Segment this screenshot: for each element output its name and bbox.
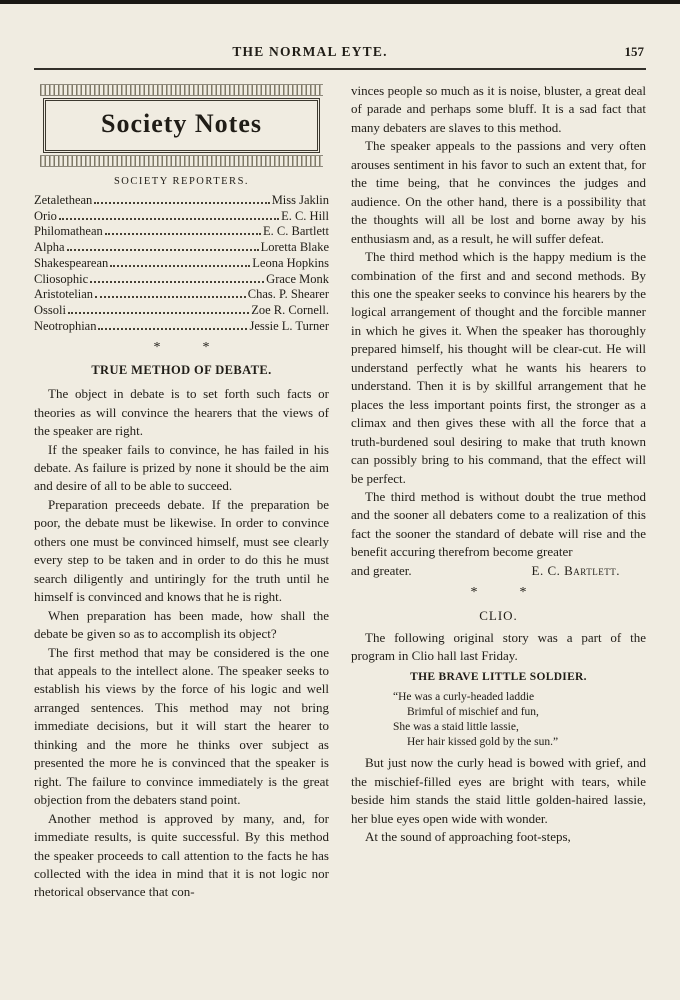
paragraph: Another method is approved by many, and, for immediate results, is quite successful. By this method the speaker proceeds to call attention to the facts he has collected with the idea in mind that it is not logic nor rhetorical observance that con-: [34, 810, 329, 900]
paragraph: If the speaker fails to convince, he has failed in his debate. As failure is prized by none it should be the aim and desire of all to be able to succeed.: [34, 441, 329, 494]
reporter-society: Ossoli: [34, 303, 66, 318]
ornament-band-top: [40, 84, 323, 96]
reporter-name: E. C. Hill: [281, 208, 329, 223]
dotted-leader: [105, 233, 261, 235]
reporter-row: [34, 287, 329, 303]
signature-line: [351, 562, 646, 580]
reporter-row: [34, 240, 329, 256]
reporter-society: Aristotelian: [34, 287, 94, 302]
page-header: [34, 0, 646, 70]
reporter-row: [34, 272, 329, 288]
ornament-band-bottom: [40, 155, 323, 167]
poem: [393, 690, 646, 751]
reporter-row: [34, 303, 329, 319]
paragraph: The speaker appeals to the passions and very often arouses sentiment in his favor to such an extent that, for the time being, that he convinces the judges and audience. On the other hand, there is a possibility that the thoughts will all be lost and borne away by his enthusiasm and, as a result, he will suffer defeat.: [351, 138, 646, 246]
reporter-society: Shakespearean: [34, 255, 109, 270]
paragraph: The first method that may be considered is the one that appeals to the intellect alone. The speaker seeks to establish his views by the force of his logic and well arranged sentences. This method may not bring immediate decisions, but it will start the hearer to thinking and the more he thinks over subject as presented the more he is convinced that the speaker is right. The failure to convince immediately is the great objection from the debaters stand point.: [34, 644, 329, 808]
right-column: [351, 82, 646, 902]
paragraph: The third method which is the happy medium is the combination of the first and and second methods. By this one the speaker seeks to convince his hearers by the logical arrangement of thought and the forcible manner in which he gives it. When the speaker has thoroughly prepared himself, his thought will be clear-cut. He will understand perfectly what he wants his hearers to understand. Then it is by skillful arrangement that he places the less important points first, the stronger as a climax and then gives these with all the force that a truth-burdened soul desiring to make that truth known can possibly bring to his command, that the effect will be perfect.: [351, 249, 646, 486]
dotted-leader: [68, 312, 249, 314]
paragraph: But just now the curly head is bowed with grief, and the mischief-filled eyes are bright with tears, while beside him stands the staid little golden-haired lassie, her blue eyes open wide with wonder.: [351, 755, 646, 826]
reporter-name: Jessie L. Turner: [249, 318, 329, 333]
two-column-body: [0, 70, 680, 902]
reporter-row: [34, 224, 329, 240]
society-notes-title: Society Notes: [100, 109, 262, 138]
reporter-name: Zoe R. Cornell.: [251, 303, 329, 318]
paragraph: vinces people so much as it is noise, bluster, a great deal of parade and perhaps some bluff. It is a sad fact that many debaters are slaves to this method.: [351, 83, 646, 135]
reporter-society: Philomathean: [34, 224, 103, 239]
reporter-name: Loretta Blake: [260, 240, 329, 255]
left-column: [34, 82, 329, 902]
paragraph: When preparation has been made, how shall the debate be given so as to accomplish its object?: [34, 607, 329, 642]
paragraph: The third method is without doubt the true method and the sooner all debaters come to a realization of this fact the sooner the standard of debate will rise and the benefit accuring therefrom become greater: [351, 488, 646, 560]
author-signature: E. C. Bartlett.: [531, 562, 620, 578]
paragraph: At the sound of approaching foot-steps,: [365, 829, 571, 845]
reporter-society: Cliosophic: [34, 271, 89, 286]
reporter-society: Orio: [34, 208, 57, 223]
reporter-row: [34, 193, 329, 209]
poem-line: “He was a curly-headed laddie: [393, 690, 535, 703]
clio-heading: CLIO.: [479, 608, 518, 624]
reporter-name: Leona Hopkins: [252, 255, 329, 270]
dotted-leader: [90, 281, 264, 283]
reporters-list: [34, 193, 329, 335]
paragraph: Preparation preceeds debate. If the preparation be poor, the debate must be likewise. In order to convince others one must be convinced himself, must see clearly every step to be taken and in order to do this he must search diligently and untiringly for the truth until he himself is convinced and knows that he is right.: [34, 496, 329, 605]
debate-article-heading: TRUE METHOD OF DEBATE.: [91, 363, 272, 378]
page-number: 157: [624, 44, 644, 59]
reporter-society: Neotrophian: [34, 318, 97, 333]
closing-text: and greater.: [351, 562, 412, 578]
reporter-row: [34, 209, 329, 225]
dotted-leader: [67, 249, 259, 251]
story-heading: THE BRAVE LITTLE SOLDIER.: [410, 671, 587, 684]
reporter-row: [34, 256, 329, 272]
page-title: THE NORMAL EYTE.: [232, 44, 388, 59]
dotted-leader: [94, 202, 269, 204]
reporters-heading: SOCIETY REPORTERS.: [113, 175, 250, 187]
reporter-row: [34, 319, 329, 335]
dotted-leader: [98, 328, 247, 330]
asterisk-separator: * *: [470, 585, 527, 601]
society-notes-frame: [43, 98, 320, 153]
poem-line: Her hair kissed gold by the sun.”: [407, 736, 559, 749]
asterisk-separator: * *: [153, 339, 210, 355]
poem-line: She was a staid little lassie,: [393, 721, 519, 734]
reporter-name: Chas. P. Shearer: [247, 287, 329, 302]
paragraph: The object in debate is to set forth such facts or theories as will convince the hearers that the views of the speaker are right.: [34, 386, 329, 439]
dotted-leader: [95, 296, 246, 298]
reporter-name: E. C. Bartlett: [263, 224, 329, 239]
reporter-society: Alpha: [34, 240, 65, 255]
reporter-name: Grace Monk: [266, 271, 329, 286]
dotted-leader: [110, 265, 250, 267]
poem-line: Brimful of mischief and fun,: [407, 705, 539, 718]
reporter-name: Miss Jaklin: [271, 192, 329, 207]
clio-intro: The following original story was a part of the program in Clio hall last Friday.: [351, 629, 646, 664]
society-notes-box: [40, 84, 323, 167]
reporter-society: Zetalethean: [34, 192, 93, 207]
dotted-leader: [59, 218, 279, 220]
